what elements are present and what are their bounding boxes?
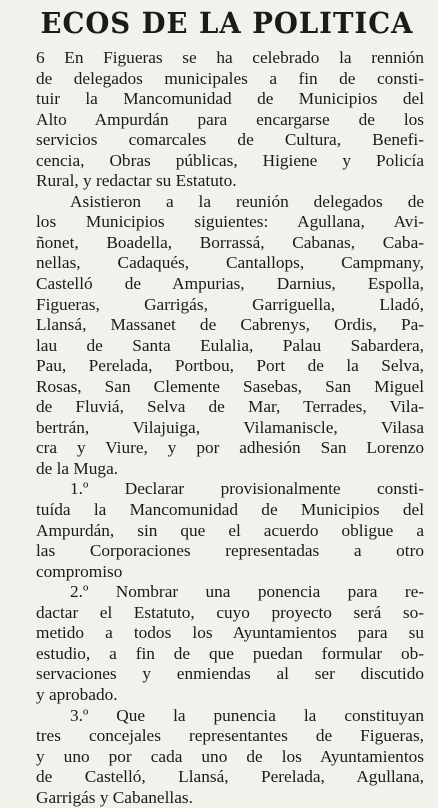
text-line: Alto Ampurdán para encargarse de los xyxy=(36,109,424,129)
text-line: tuída la Mancomunidad de Municipios del xyxy=(36,500,424,520)
article-body xyxy=(36,48,424,808)
text-line: Rural, y redactar su Estatuto. xyxy=(36,171,237,191)
text-line: y uno por cada uno de los Ayuntamientos xyxy=(36,746,424,766)
text-line: servaciones y enmiendas al ser discutido xyxy=(36,664,424,684)
text-line: de Castelló, Llansá, Perelada, Agullana, xyxy=(36,767,424,787)
text-line: las Corporaciones representadas a otro xyxy=(36,541,424,561)
text-line: Garrigás y Cabanellas. xyxy=(36,787,193,807)
text-line: Castelló de Ampurias, Darnius, Espolla, xyxy=(36,274,424,294)
text-line: ñonet, Boadella, Borrassá, Cabanas, Caba- xyxy=(36,232,424,252)
text-line: de la Muga. xyxy=(36,458,119,478)
text-line: compromiso xyxy=(36,561,123,581)
text-line: Rosas, San Clemente Sasebas, San Miguel xyxy=(36,376,424,396)
text-line: tuir la Mancomunidad de Municipios del xyxy=(36,89,424,109)
text-line: Asistieron a la reunión delegados de xyxy=(70,191,424,211)
text-line: Ampurdán, sin que el acuerdo obligue a xyxy=(36,520,424,540)
text-line: los Municipios siguientes: Agullana, Avi- xyxy=(36,212,424,232)
text-line: lau de Santa Eulalia, Palau Sabardera, xyxy=(36,335,424,355)
text-line: de Fluviá, Selva de Mar, Terrades, Vila- xyxy=(36,397,424,417)
text-line: y aprobado. xyxy=(36,684,118,704)
text-line: Pau, Perelada, Portbou, Port de la Selva, xyxy=(36,356,424,376)
text-line: metido a todos los Ayuntamientos para su xyxy=(36,623,424,643)
text-line: 1.º Declarar provisionalmente consti- xyxy=(70,479,424,499)
text-line: Llansá, Massanet de Cabrenys, Ordis, Pa- xyxy=(36,315,424,335)
text-line: Figueras, Garrigás, Garriguella, Lladó, xyxy=(36,294,424,314)
text-line: dactar el Estatuto, cuyo proyecto será so- xyxy=(36,602,424,622)
text-line: 2.º Nombrar una ponencia para re- xyxy=(70,582,424,602)
text-line: bertrán, Vilajuiga, Vilamaniscle, Vilasa xyxy=(36,417,424,437)
text-line: nellas, Cadaqués, Cantallops, Campmany, xyxy=(36,253,424,273)
text-line: tres concejales representantes de Figueras, xyxy=(36,726,424,746)
text-line: 3.º Que la punencia la constituyan xyxy=(70,705,424,725)
text-line: de delegados municipales a fin de consti- xyxy=(36,68,424,88)
headline: ECOS DE LA POLITICA xyxy=(40,6,414,40)
text-line: estudio, a fin de que puedan formular ob- xyxy=(36,643,424,663)
text-line: servicios comarcales de Cultura, Benefi- xyxy=(36,130,424,150)
text-line: cra y Viure, y por adhesión San Lorenzo xyxy=(36,438,424,458)
text-line: 6 En Figueras se ha celebrado la rennión xyxy=(36,48,424,67)
text-line: cencia, Obras públicas, Higiene y Policía xyxy=(36,150,424,170)
